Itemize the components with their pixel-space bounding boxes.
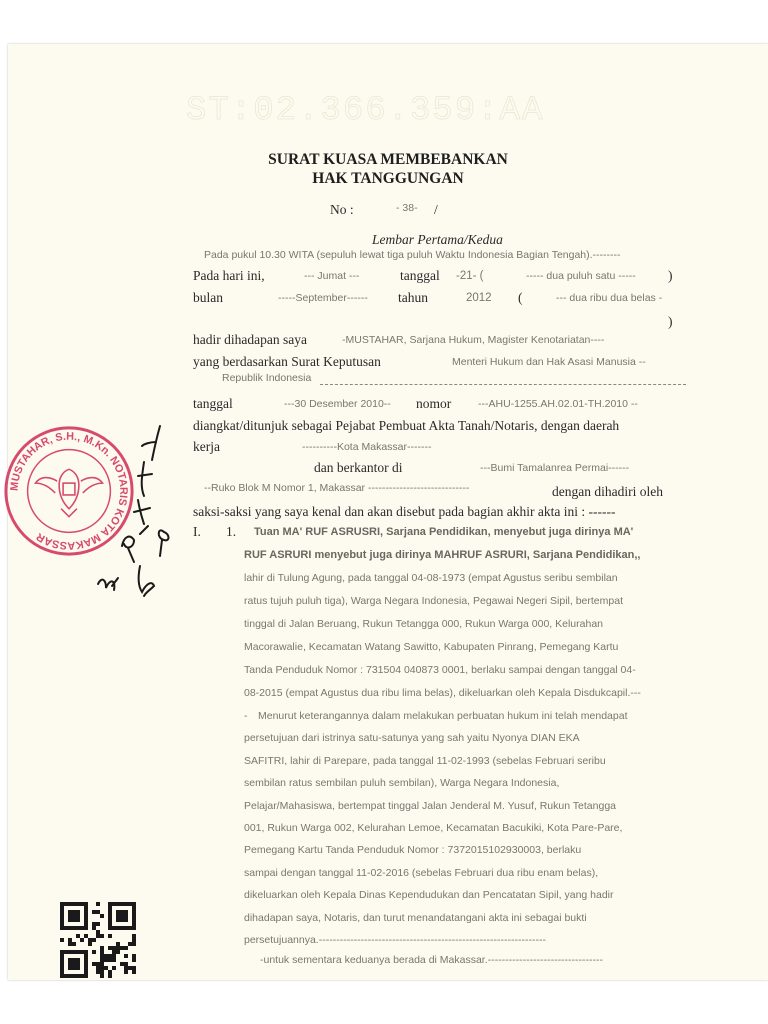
qr-module	[120, 902, 124, 906]
document-title-line2: HAK TANGGUNGAN	[312, 170, 464, 187]
qr-module	[108, 958, 112, 962]
qr-module	[124, 962, 128, 966]
paragraph-line: persetujuan dari istrinya satu-satunya yang sah yaitu Nyonya DIAN EKA	[244, 732, 580, 745]
qr-module	[132, 910, 136, 914]
qr-module	[84, 966, 88, 970]
qr-module	[108, 946, 112, 950]
decree-date-value: ---30 Desember 2010--	[284, 398, 391, 410]
paragraph-line: Pemegang Kartu Tanda Penduduk Nomor : 7372015102930003, berlaku	[244, 844, 582, 857]
qr-module	[100, 950, 104, 954]
qr-module	[72, 902, 76, 906]
paragraph-line: lahir di Tulung Agung, pada tanggal 04-08-1973 (empat Agustus seribu sembilan	[244, 572, 618, 584]
qr-module	[84, 922, 88, 926]
qr-module	[128, 902, 132, 906]
qr-module	[72, 914, 76, 918]
office-label: dan berkantor di	[314, 460, 403, 475]
qr-module	[112, 902, 116, 906]
qr-module	[132, 954, 136, 958]
paragraph-line: Menurut keterangannya dalam melakukan perbuatan hukum ini telah mendapat	[258, 710, 628, 722]
qr-module	[124, 926, 128, 930]
qr-module	[96, 922, 100, 926]
qr-module	[72, 958, 76, 962]
qr-module	[124, 910, 128, 914]
signature-stroke	[134, 500, 150, 524]
qr-module	[84, 962, 88, 966]
qr-module	[84, 970, 88, 974]
qr-module	[132, 942, 136, 946]
qr-module	[68, 914, 72, 918]
serial-number-watermark: ST:02.366.359:AA	[186, 92, 545, 130]
qr-module	[76, 902, 80, 906]
qr-module	[100, 974, 104, 978]
qr-module	[72, 950, 76, 954]
qr-module	[116, 914, 120, 918]
work-area-label: kerja	[193, 439, 220, 454]
qr-module	[76, 958, 80, 962]
qr-module	[96, 962, 100, 966]
qr-module	[68, 910, 72, 914]
qr-module	[76, 914, 80, 918]
qr-module	[64, 926, 68, 930]
month-label: bulan	[193, 290, 223, 305]
stamp-text: MUSTAHAR, S.H., M.Kn. NOTARIS KOTA MAKASSAR	[8, 430, 130, 552]
qr-module	[68, 950, 72, 954]
qr-module	[80, 902, 84, 906]
document-page	[8, 44, 768, 980]
qr-module	[80, 950, 84, 954]
qr-module	[132, 966, 136, 970]
qr-module	[120, 910, 124, 914]
qr-module	[116, 946, 120, 950]
qr-module	[60, 970, 64, 974]
qr-module	[128, 966, 132, 970]
qr-module	[68, 974, 72, 978]
witness-text: saksi-saksi yang saya kenal dan akan disebut pada bagian akhir akta ini : ------	[193, 504, 616, 519]
work-area-value: ----------Kota Makassar-------	[302, 441, 432, 453]
qr-module	[92, 926, 96, 930]
qr-module	[100, 970, 104, 974]
year-label: tahun	[398, 290, 428, 305]
year-close: )	[668, 314, 673, 329]
qr-module	[96, 910, 100, 914]
qr-module	[60, 938, 64, 942]
qr-module	[100, 946, 104, 950]
year-open: (	[518, 290, 523, 305]
number-slash: /	[434, 202, 438, 217]
qr-module	[100, 914, 104, 918]
bullet-mark: -	[244, 710, 248, 722]
paragraph-line: RUF ASRURI menyebut juga dirinya MAHRUF ASRURI, Sarjana Pendidikan,,	[244, 549, 641, 561]
qr-module	[112, 966, 116, 970]
document-title-line1: SURAT KUASA MEMBEBANKAN	[268, 151, 508, 168]
qr-module	[132, 934, 136, 938]
month-value: -----September------	[278, 292, 368, 304]
qr-module	[92, 950, 96, 954]
decree-number-value: ---AHU-1255.AH.02.01-TH.2010 --	[478, 398, 638, 410]
qr-module	[96, 966, 100, 970]
qr-module	[124, 954, 128, 958]
qr-module	[68, 942, 72, 946]
qr-module	[60, 962, 64, 966]
paragraph-line: SAFITRI, lahir di Parepare, pada tanggal 11-02-1993 (sebelas Februari seribu	[244, 754, 606, 767]
qr-module	[84, 954, 88, 958]
qr-module	[108, 954, 112, 958]
paragraph-line: sampai dengan tanggal 11-02-2016 (sebelas Februari dua ribu enam belas),	[244, 866, 599, 879]
signature-stroke	[139, 566, 154, 596]
qr-module	[76, 910, 80, 914]
year-words: --- dua ribu dua belas -	[556, 292, 663, 304]
notary-name: -MUSTAHAR, Sarjana Hukum, Magister Kenotariatan----	[342, 334, 605, 346]
item-number: 1.	[226, 524, 237, 539]
office-value: ---Bumi Tamalanrea Permai------	[480, 462, 630, 474]
qr-module	[112, 958, 116, 962]
qr-module	[112, 946, 116, 950]
qr-module	[104, 966, 108, 970]
qr-module	[84, 918, 88, 922]
qr-module	[60, 958, 64, 962]
qr-module	[132, 906, 136, 910]
qr-module	[76, 966, 80, 970]
signature-stroke	[159, 530, 169, 556]
qr-module	[112, 926, 116, 930]
qr-module	[60, 950, 64, 954]
qr-module	[60, 918, 64, 922]
qr-module	[60, 954, 64, 958]
qr-module	[92, 962, 96, 966]
fill-line	[320, 384, 686, 385]
paragraph-line: dikeluarkan oleh Kepala Dinas Kependudukan dan Pencatatan Sipil, yang hadir	[244, 889, 614, 902]
qr-module	[100, 934, 104, 938]
qr-module	[84, 934, 88, 938]
paragraph-line: ratus tujuh puluh tiga), Warga Negara Indonesia, Pegawai Negeri Sipil, bertempat	[244, 595, 623, 607]
qr-module	[76, 950, 80, 954]
qr-module	[132, 938, 136, 942]
qr-module	[108, 974, 112, 978]
qr-module	[60, 966, 64, 970]
decree-value: Menteri Hukum dan Hak Asasi Manusia --	[452, 356, 646, 368]
qr-module	[108, 970, 112, 974]
qr-module	[60, 910, 64, 914]
handwritten-signature	[94, 416, 194, 636]
paragraph-line: sembilan ratus sembilan puluh sembilan), Warga Negara Indonesia,	[244, 777, 560, 790]
qr-module	[96, 970, 100, 974]
qr-module	[76, 926, 80, 930]
qr-module	[64, 950, 68, 954]
qr-module	[104, 958, 108, 962]
qr-module	[120, 962, 124, 966]
witness-label: dengan dihadiri oleh	[552, 484, 663, 499]
paragraph-line: persetujuannya.-----------------------------------------------------------------	[244, 934, 546, 946]
qr-module	[60, 974, 64, 978]
qr-module	[116, 910, 120, 914]
signature-stroke	[122, 526, 148, 562]
signature-stroke	[98, 578, 118, 590]
qr-code	[60, 902, 136, 978]
qr-module	[88, 942, 92, 946]
qr-module	[112, 954, 116, 958]
qr-module	[116, 942, 120, 946]
qr-module	[80, 938, 84, 942]
qr-module	[132, 958, 136, 962]
signature-stroke	[142, 442, 156, 446]
paragraph-line: Macorawalie, Kecamatan Watang Sawitto, Kabupaten Pinrang, Pemegang Kartu	[244, 641, 619, 653]
qr-module	[120, 914, 124, 918]
qr-module	[76, 934, 80, 938]
qr-module	[84, 974, 88, 978]
qr-module	[124, 914, 128, 918]
qr-module	[132, 922, 136, 926]
paragraph-line: 001, Rukun Warga 002, Kelurahan Lemoe, Kecamatan Bacukiki, Kota Pare-Pare,	[244, 822, 623, 834]
qr-module	[60, 906, 64, 910]
qr-module	[108, 934, 112, 938]
qr-module	[108, 906, 112, 910]
qr-module	[60, 926, 64, 930]
paragraph-line: tinggal di Jalan Beruang, Rukun Tetangga 000, Rukun Warga 000, Kelurahan	[244, 618, 603, 630]
decree-label: yang berdasarkan Surat Keputusan	[193, 354, 381, 369]
paragraph-line: Tanda Penduduk Nomor : 731504 040873 0001, berlaku sampai dengan tanggal 04-	[244, 664, 636, 676]
qr-module	[72, 926, 76, 930]
qr-module	[72, 974, 76, 978]
qr-module	[132, 902, 136, 906]
day-label: Pada hari ini,	[193, 268, 265, 283]
qr-module	[68, 918, 72, 922]
qr-module	[64, 974, 68, 978]
republic-value: Republik Indonesia	[222, 372, 312, 384]
qr-module	[80, 926, 84, 930]
qr-module	[96, 934, 100, 938]
signature-stroke	[138, 462, 152, 496]
qr-module	[72, 962, 76, 966]
qr-module	[108, 922, 112, 926]
qr-module	[116, 950, 120, 954]
date-words: ----- dua puluh satu -----	[526, 270, 636, 282]
qr-module	[92, 938, 96, 942]
date-close: )	[668, 268, 673, 283]
qr-module	[120, 946, 124, 950]
qr-module	[116, 926, 120, 930]
item-roman: I.	[193, 524, 201, 539]
qr-module	[120, 926, 124, 930]
last-line: -untuk sementara keduanya berada di Makassar.---------------------------------	[260, 954, 604, 966]
qr-module	[60, 902, 64, 906]
qr-module	[116, 902, 120, 906]
qr-module	[72, 918, 76, 922]
appear-label: hadir dihadapan saya	[193, 332, 307, 347]
qr-module	[108, 918, 112, 922]
qr-module	[124, 918, 128, 922]
paragraph-line: 08-2015 (empat Agustus dua ribu lima belas), dikeluarkan oleh Kepala Disdukcapil.---	[244, 687, 641, 699]
qr-module	[124, 946, 128, 950]
qr-module	[132, 918, 136, 922]
qr-module	[64, 902, 68, 906]
qr-module	[108, 914, 112, 918]
qr-module	[104, 954, 108, 958]
qr-module	[116, 918, 120, 922]
qr-module	[60, 922, 64, 926]
qr-module	[108, 910, 112, 914]
date-value: -21- (	[456, 270, 484, 282]
qr-module	[84, 906, 88, 910]
qr-module	[76, 962, 80, 966]
qr-module	[92, 910, 96, 914]
qr-module	[80, 974, 84, 978]
qr-module	[84, 926, 88, 930]
qr-module	[84, 902, 88, 906]
qr-module	[84, 914, 88, 918]
paragraph-line: Pelajar/Mahasiswa, bertempat tinggal Jalan Jenderal M. Yusuf, Rukun Tetangga	[244, 799, 617, 812]
office-address: --Ruko Blok M Nomor 1, Makassar -----------------------------	[204, 482, 470, 494]
qr-module	[76, 974, 80, 978]
qr-module	[108, 926, 112, 930]
qr-module	[124, 966, 128, 970]
qr-module	[132, 914, 136, 918]
date-label: tanggal	[400, 268, 440, 283]
qr-module	[72, 966, 76, 970]
qr-module	[120, 918, 124, 922]
decree-date-label: tanggal	[193, 396, 233, 411]
qr-module	[100, 966, 104, 970]
paragraph-line: Tuan MA' RUF ASRUSRI, Sarjana Pendidikan, menyebut juga dirinya MA'	[254, 526, 634, 538]
qr-module	[68, 902, 72, 906]
qr-module	[84, 958, 88, 962]
decree-number-label: nomor	[416, 396, 452, 411]
sheet-label: Lembar Pertama/Kedua	[372, 232, 503, 247]
qr-module	[68, 958, 72, 962]
year-value: 2012	[466, 292, 492, 304]
qr-module	[68, 926, 72, 930]
qr-module	[112, 950, 116, 954]
qr-module	[84, 950, 88, 954]
qr-module	[124, 970, 128, 974]
qr-module	[132, 970, 136, 974]
qr-module	[72, 910, 76, 914]
qr-module	[76, 918, 80, 922]
number-label: No :	[330, 202, 354, 217]
qr-module	[68, 966, 72, 970]
time-line: Pada pukul 10.30 WITA (sepuluh lewat tiga puluh Waktu Indonesia Bagian Tengah).--------	[204, 249, 621, 261]
qr-module	[108, 902, 112, 906]
qr-module	[68, 962, 72, 966]
garuda-emblem-icon	[35, 469, 102, 516]
qr-module	[68, 938, 72, 942]
day-value: --- Jumat ---	[304, 270, 360, 282]
qr-module	[100, 962, 104, 966]
appointment-text: diangkat/ditunjuk sebagai Pejabat Pembuat Akta Tanah/Notaris, dengan daerah	[193, 418, 620, 433]
qr-module	[96, 930, 100, 934]
qr-module	[132, 926, 136, 930]
qr-module	[128, 942, 132, 946]
qr-module	[92, 922, 96, 926]
qr-module	[72, 942, 76, 946]
qr-module	[100, 954, 104, 958]
paragraph-line: dihadapan saya, Notaris, dan turut menandatangani akta ini sebagai bukti	[244, 911, 587, 924]
qr-module	[96, 902, 100, 906]
qr-module	[128, 926, 132, 930]
qr-module	[100, 958, 104, 962]
qr-module	[84, 910, 88, 914]
qr-module	[88, 938, 92, 942]
qr-module	[60, 914, 64, 918]
qr-module	[124, 902, 128, 906]
number-value: - 38-	[396, 202, 418, 214]
